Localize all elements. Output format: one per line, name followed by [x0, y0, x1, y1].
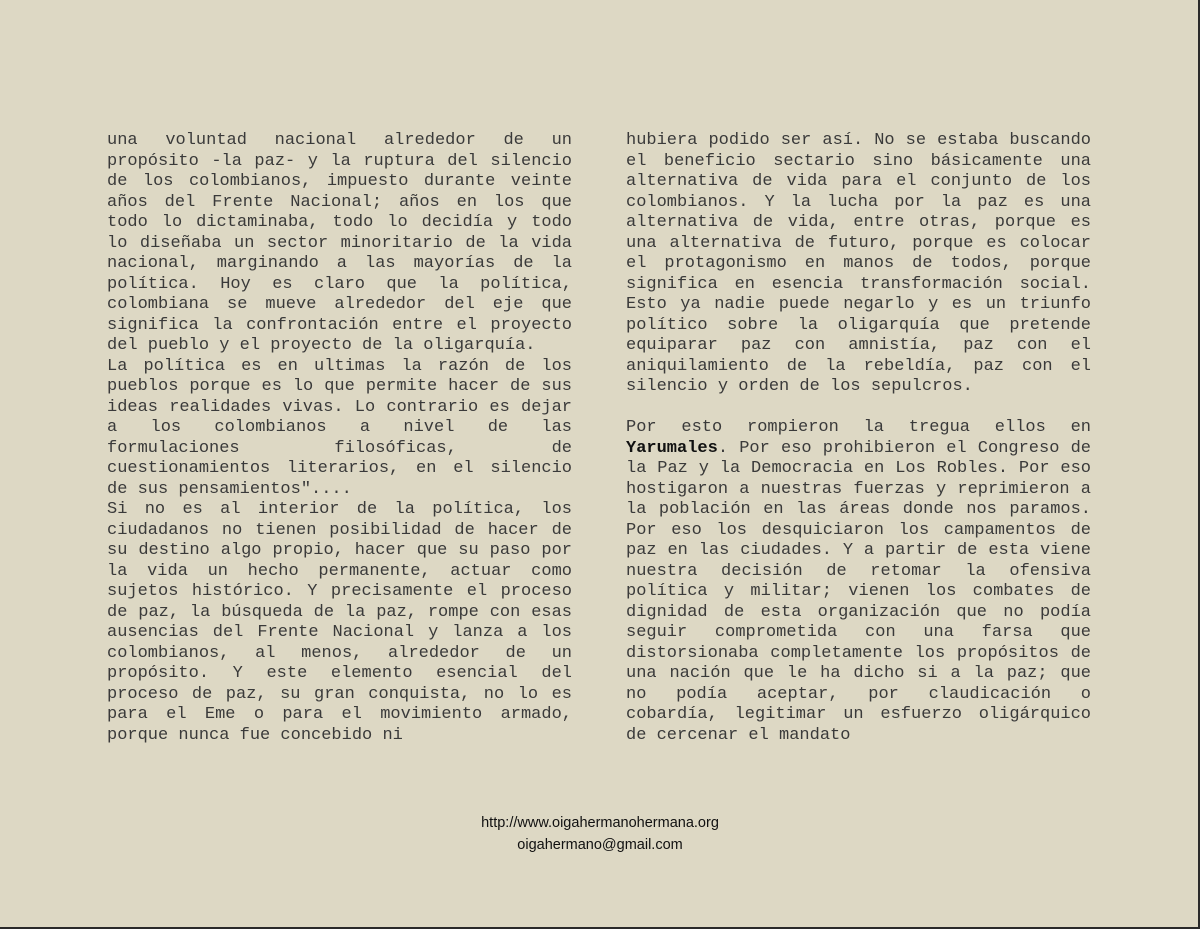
right-paragraph-2-rest: . Por eso prohibieron el Congreso de la Paz y la Democracia en Los Robles. Por eso hostigaron a nuestras fuerzas y reprimieron a la población en las áreas donde nos paramos. Por eso los desquiciaron los campamentos de paz en las ciudades. Y a partir de esta viene nuestra decisión de retomar la ofensiva política y militar; vienen los combates de dignidad de esta organización que no podía seguir comprometida con una farsa que distorsionaba completamente los propósitos de una nación que le ha dicho si a la paz; que no podía aceptar, por claudicación o cobardía, legitimar un esfuerzo oligárquico de cercenar el mandato — [626, 438, 1091, 745]
left-paragraph-2: La política es en ultimas la razón de los pueblos porque es lo que permite hacer de sus ideas realidades vivas. Lo contrario es dejar a los colombianos a nivel de las formulaciones filosóficas, de cuestionamientos literarios, en el silencio de sus pensamientos".... — [107, 356, 572, 499]
right-text-column — [626, 131, 1091, 746]
right-paragraph-2 — [626, 418, 1091, 746]
place-name-yarumales: Yarumales — [626, 438, 718, 458]
footer-url-link[interactable]: http://www.oigahermanohermana.org — [481, 815, 719, 831]
footer — [0, 812, 1200, 856]
footer-email-link[interactable]: oigahermano@gmail.com — [517, 837, 683, 853]
paragraph-spacer — [626, 398, 1091, 419]
right-paragraph-1: hubiera podido ser así. No se estaba buscando el beneficio sectario sino básicamente una alternativa de vida para el conjunto de los colombianos. Y la lucha por la paz es una alternativa de vida, entre otras, porque es una alternativa de futuro, porque es colocar el protagonismo en manos de todos, porque significa en esencia transformación social. Esto ya nadie puede negarlo y es un triunfo político sobre la oligarquía que pretende equiparar paz con amnistía, paz con el aniquilamiento de la rebeldía, paz con el silencio y orden de los sepulcros. — [626, 131, 1091, 396]
right-paragraph-2-start: Por esto rompieron la tregua ellos en — [626, 418, 1091, 437]
left-paragraph-1: una voluntad nacional alrededor de un propósito -la paz- y la ruptura del silencio de los colombianos, impuesto durante veinte años del Frente Nacional; años en los que todo lo dictaminaba, todo lo decidía y todo lo diseñaba un sector minoritario de la vida nacional, marginando a las mayorías de la política. Hoy es claro que la política, colombiana se mueve alrededor del eje que significa la confrontación entre el proyecto del pueblo y el proyecto de la oligarquía. — [107, 131, 572, 355]
left-text-column — [107, 131, 572, 746]
left-paragraph-3: Si no es al interior de la política, los ciudadanos no tienen posibilidad de hacer de su destino algo propio, hacer que su paso por la vida un hecho permanente, actuar como sujetos histórico. Y precisamente el proceso de paz, la búsqueda de la paz, rompe con esas ausencias del Frente Nacional y lanza a los colombianos, al menos, alrededor de un propósito. Y este elemento esencial del proceso de paz, su gran conquista, no lo es para el Eme o para el movimiento armado, porque nunca fue concebido ni — [107, 500, 572, 745]
